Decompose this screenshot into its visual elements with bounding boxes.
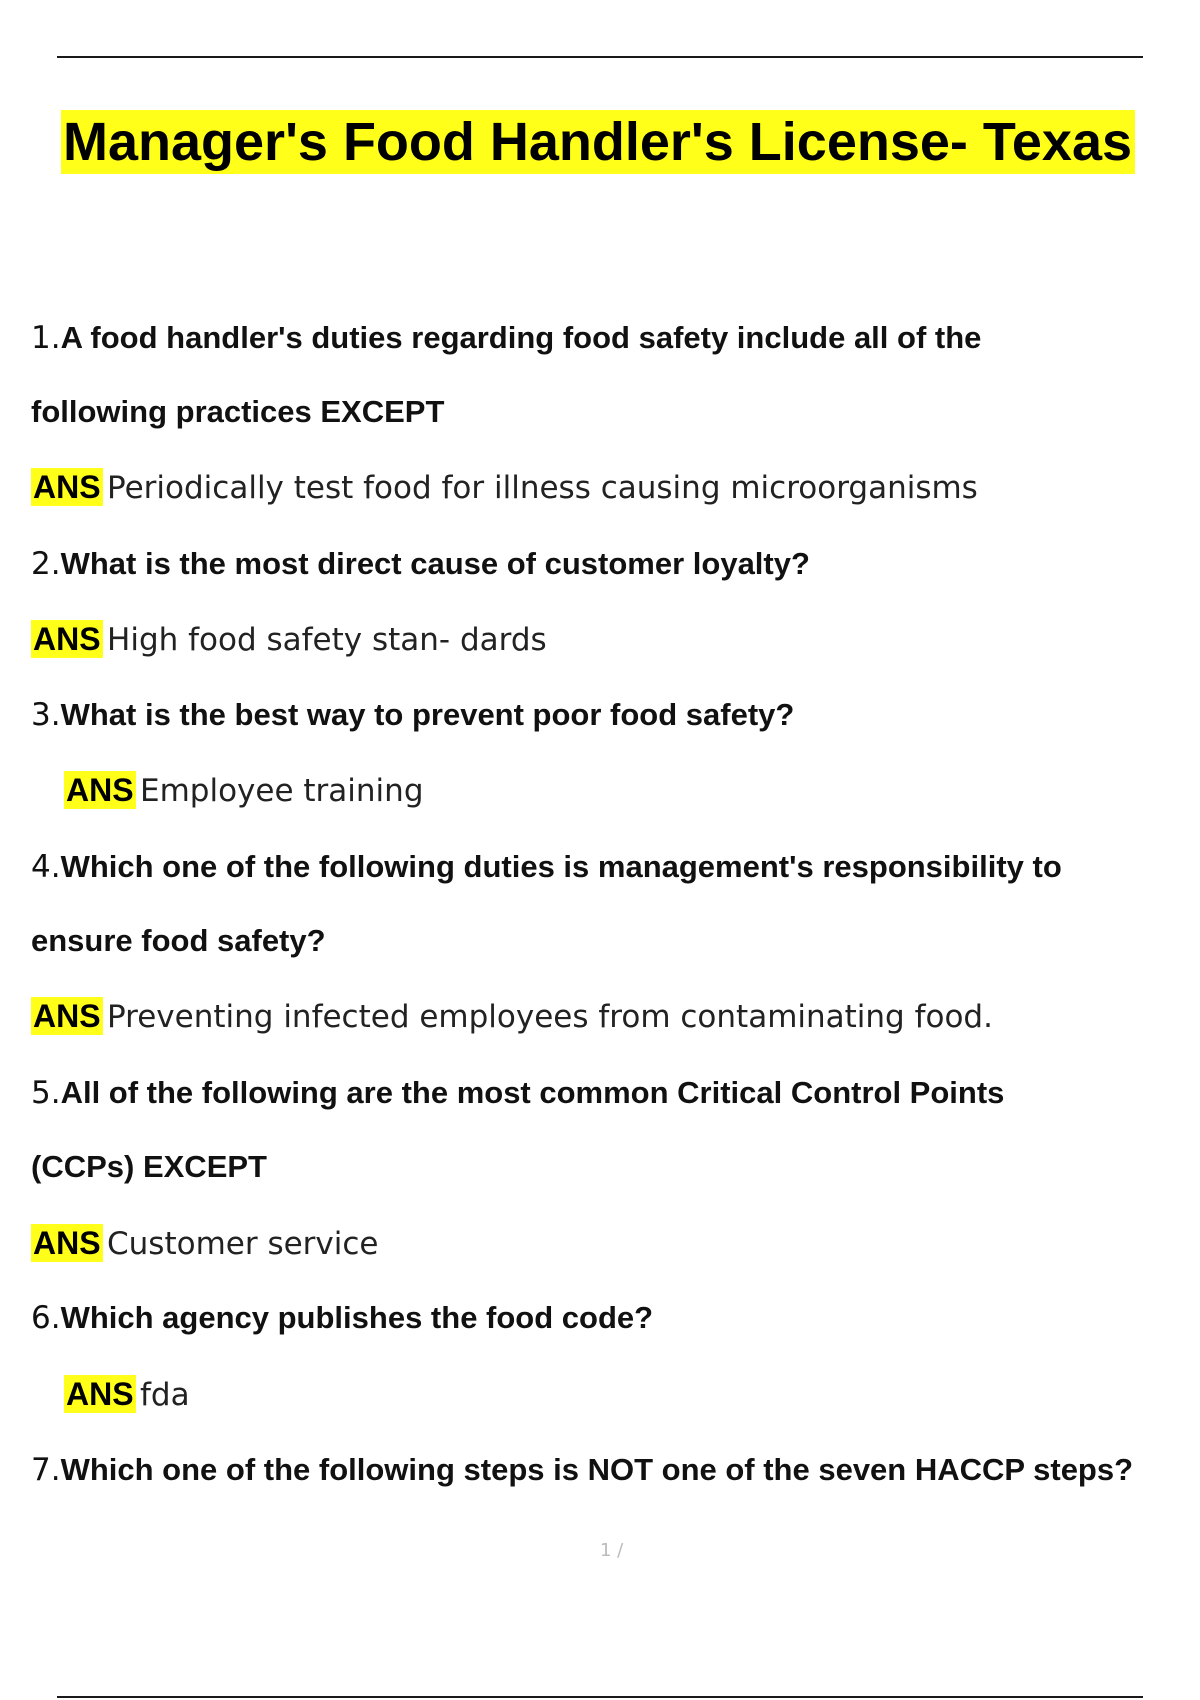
bottom-rule — [57, 1696, 1143, 1698]
answer-label: ANS — [33, 1225, 101, 1261]
answer-3 — [64, 771, 424, 809]
answer-text: Preventing infected employees from contaminating food. — [107, 999, 993, 1035]
question-3 — [31, 697, 794, 733]
question-text: A food handler's duties regarding food safety include all of the — [60, 320, 982, 355]
question-6 — [31, 1300, 653, 1336]
question-1 — [31, 320, 981, 356]
question-text: (CCPs) EXCEPT — [31, 1149, 267, 1184]
top-rule — [57, 56, 1143, 58]
question-5 — [31, 1075, 1004, 1111]
question-text: Which agency publishes the food code? — [60, 1300, 654, 1335]
answer-label: ANS — [33, 469, 101, 505]
question-4-continued — [31, 923, 326, 959]
question-number: 3. — [31, 697, 61, 733]
answer-label: ANS — [66, 1376, 134, 1412]
answer-2 — [31, 620, 547, 658]
page-number: 1 / — [600, 1540, 624, 1561]
answer-4 — [31, 997, 993, 1035]
answer-text: High food safety stan- dards — [107, 622, 547, 658]
question-number: 7. — [31, 1452, 61, 1488]
question-text: What is the best way to prevent poor food safety? — [60, 697, 795, 732]
document-title: Manager's Food Handler's License- Texas — [61, 110, 1135, 174]
question-5-continued — [31, 1149, 267, 1185]
question-number: 1. — [31, 320, 61, 356]
answer-1 — [31, 468, 978, 506]
question-number: 5. — [31, 1075, 61, 1111]
question-2 — [31, 546, 810, 582]
question-number: 2. — [31, 546, 61, 582]
question-1-continued — [31, 394, 444, 430]
question-text: following practices EXCEPT — [31, 394, 445, 429]
answer-5 — [31, 1224, 379, 1262]
question-text: Which one of the following steps is NOT one of the seven HACCP steps? — [60, 1452, 1134, 1487]
answer-label: ANS — [33, 621, 101, 657]
answer-text: Periodically test food for illness causing microorganisms — [107, 470, 978, 506]
question-text: All of the following are the most common Critical Control Points — [60, 1075, 1005, 1110]
question-number: 4. — [31, 849, 61, 885]
question-7 — [31, 1452, 1133, 1488]
answer-text: fda — [140, 1377, 190, 1413]
question-text: Which one of the following duties is management's responsibility to — [60, 849, 1062, 884]
answer-label: ANS — [66, 772, 134, 808]
answer-label: ANS — [33, 998, 101, 1034]
answer-6 — [64, 1375, 190, 1413]
question-number: 6. — [31, 1300, 61, 1336]
answer-text: Employee training — [140, 773, 424, 809]
question-text: ensure food safety? — [31, 923, 326, 958]
question-text: What is the most direct cause of customer loyalty? — [60, 546, 810, 581]
answer-text: Customer service — [107, 1226, 379, 1262]
question-4 — [31, 849, 1062, 885]
title-block — [61, 110, 1135, 174]
